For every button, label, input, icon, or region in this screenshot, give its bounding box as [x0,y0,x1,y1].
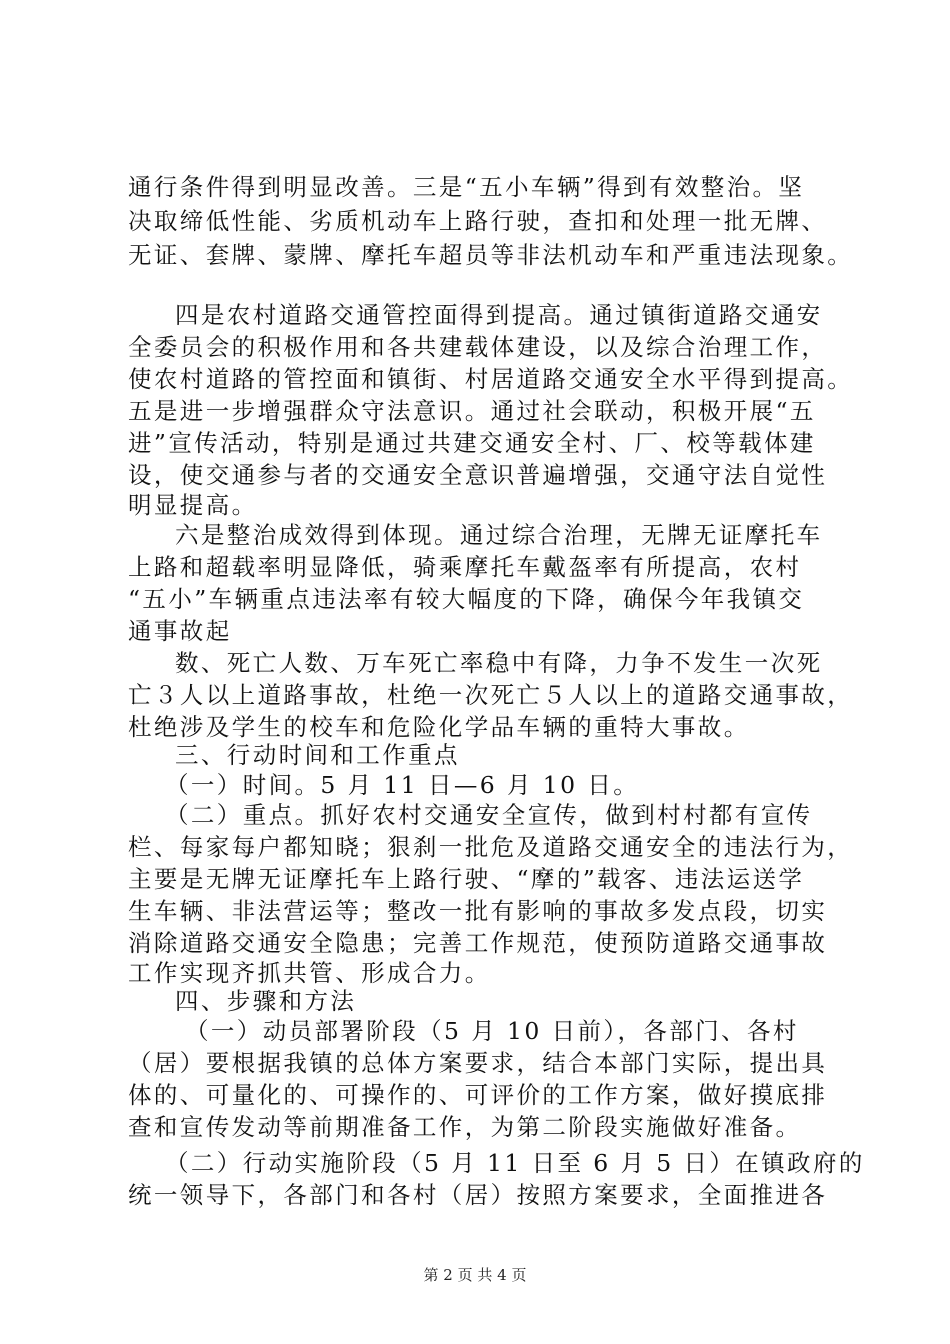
text-line: 统一领导下，各部门和各村（居）按照方案要求，全面推进各 [128,1181,828,1209]
text-line: 设，使交通参与者的交通安全意识普遍增强，交通守法自觉性 [128,461,828,489]
text-line: （二）行动实施阶段（5 月 11 日至 6 月 5 日）在镇政府的 [165,1149,865,1177]
text-line: 查和宣传发动等前期准备工作，为第二阶段实施做好准备。 [128,1113,802,1141]
text-line: 亡３人以上道路事故，杜绝一次死亡５人以上的道路交通事故， [128,681,854,709]
text-line: 工作实现齐抓共管、形成合力。 [128,959,491,987]
text-line: 杜绝涉及学生的校车和危险化学品车辆的重特大事故。 [128,713,750,741]
text-line: （二）重点。抓好农村交通安全宣传，做到村村都有宣传 [165,801,813,829]
section-heading: 三、行动时间和工作重点 [175,741,460,769]
text-line: 进”宣传活动，特别是通过共建交通安全村、厂、校等载体建 [128,429,816,457]
text-line: 消除道路交通安全隐患；完善工作规范，使预防道路交通事故 [128,929,828,957]
text-line: 全委员会的积极作用和各共建载体建设，以及综合治理工作， [128,333,828,361]
text-line: 六是整治成效得到体现。通过综合治理，无牌无证摩托车 [175,521,823,549]
text-line: 生车辆、非法营运等；整改一批有影响的事故多发点段，切实 [128,897,828,925]
text-line: 无证、套牌、蒙牌、摩托车超员等非法机动车和严重违法现象。 [128,241,854,269]
text-line: “五小”车辆重点违法率有较大幅度的下降，确保今年我镇交 [128,585,805,613]
page-footer: 第 2 页 共 4 页 [423,1266,527,1284]
text-line: 上路和超载率明显降低，骑乘摩托车戴盔率有所提高，农村 [128,553,802,581]
text-line: 通事故起 [128,617,232,645]
section-heading: 四、步骤和方法 [175,987,357,1015]
text-line: 通行条件得到明显改善。三是“五小车辆”得到有效整治。坚 [128,173,805,201]
text-line: 明显提高。 [128,491,258,519]
text-line: 体的、可量化的、可操作的、可评价的工作方案，做好摸底排 [128,1081,828,1109]
text-line: （一）时间。5 月 11 日—6 月 10 日。 [165,771,640,799]
text-line: 使农村道路的管控面和镇街、村居道路交通安全水平得到提高。 [128,365,854,393]
text-line: 主要是无牌无证摩托车上路行驶、“摩的”载客、违法运送学 [128,865,805,893]
text-line: （一）动员部署阶段（5 月 10 日前），各部门、各村 [185,1017,799,1045]
text-line: 栏、每家每户都知晓；狠刹一批危及道路交通安全的违法行为， [128,833,854,861]
text-line: （居）要根据我镇的总体方案要求，结合本部门实际，提出具 [128,1049,828,1077]
text-line: 决取缔低性能、劣质机动车上路行驶，查扣和处理一批无牌、 [128,207,828,235]
text-line: 数、死亡人数、万车死亡率稳中有降，力争不发生一次死 [175,649,823,677]
text-line: 四是农村道路交通管控面得到提高。通过镇街道路交通安 [175,301,823,329]
text-line: 五是进一步增强群众守法意识。通过社会联动，积极开展“五 [128,397,816,425]
